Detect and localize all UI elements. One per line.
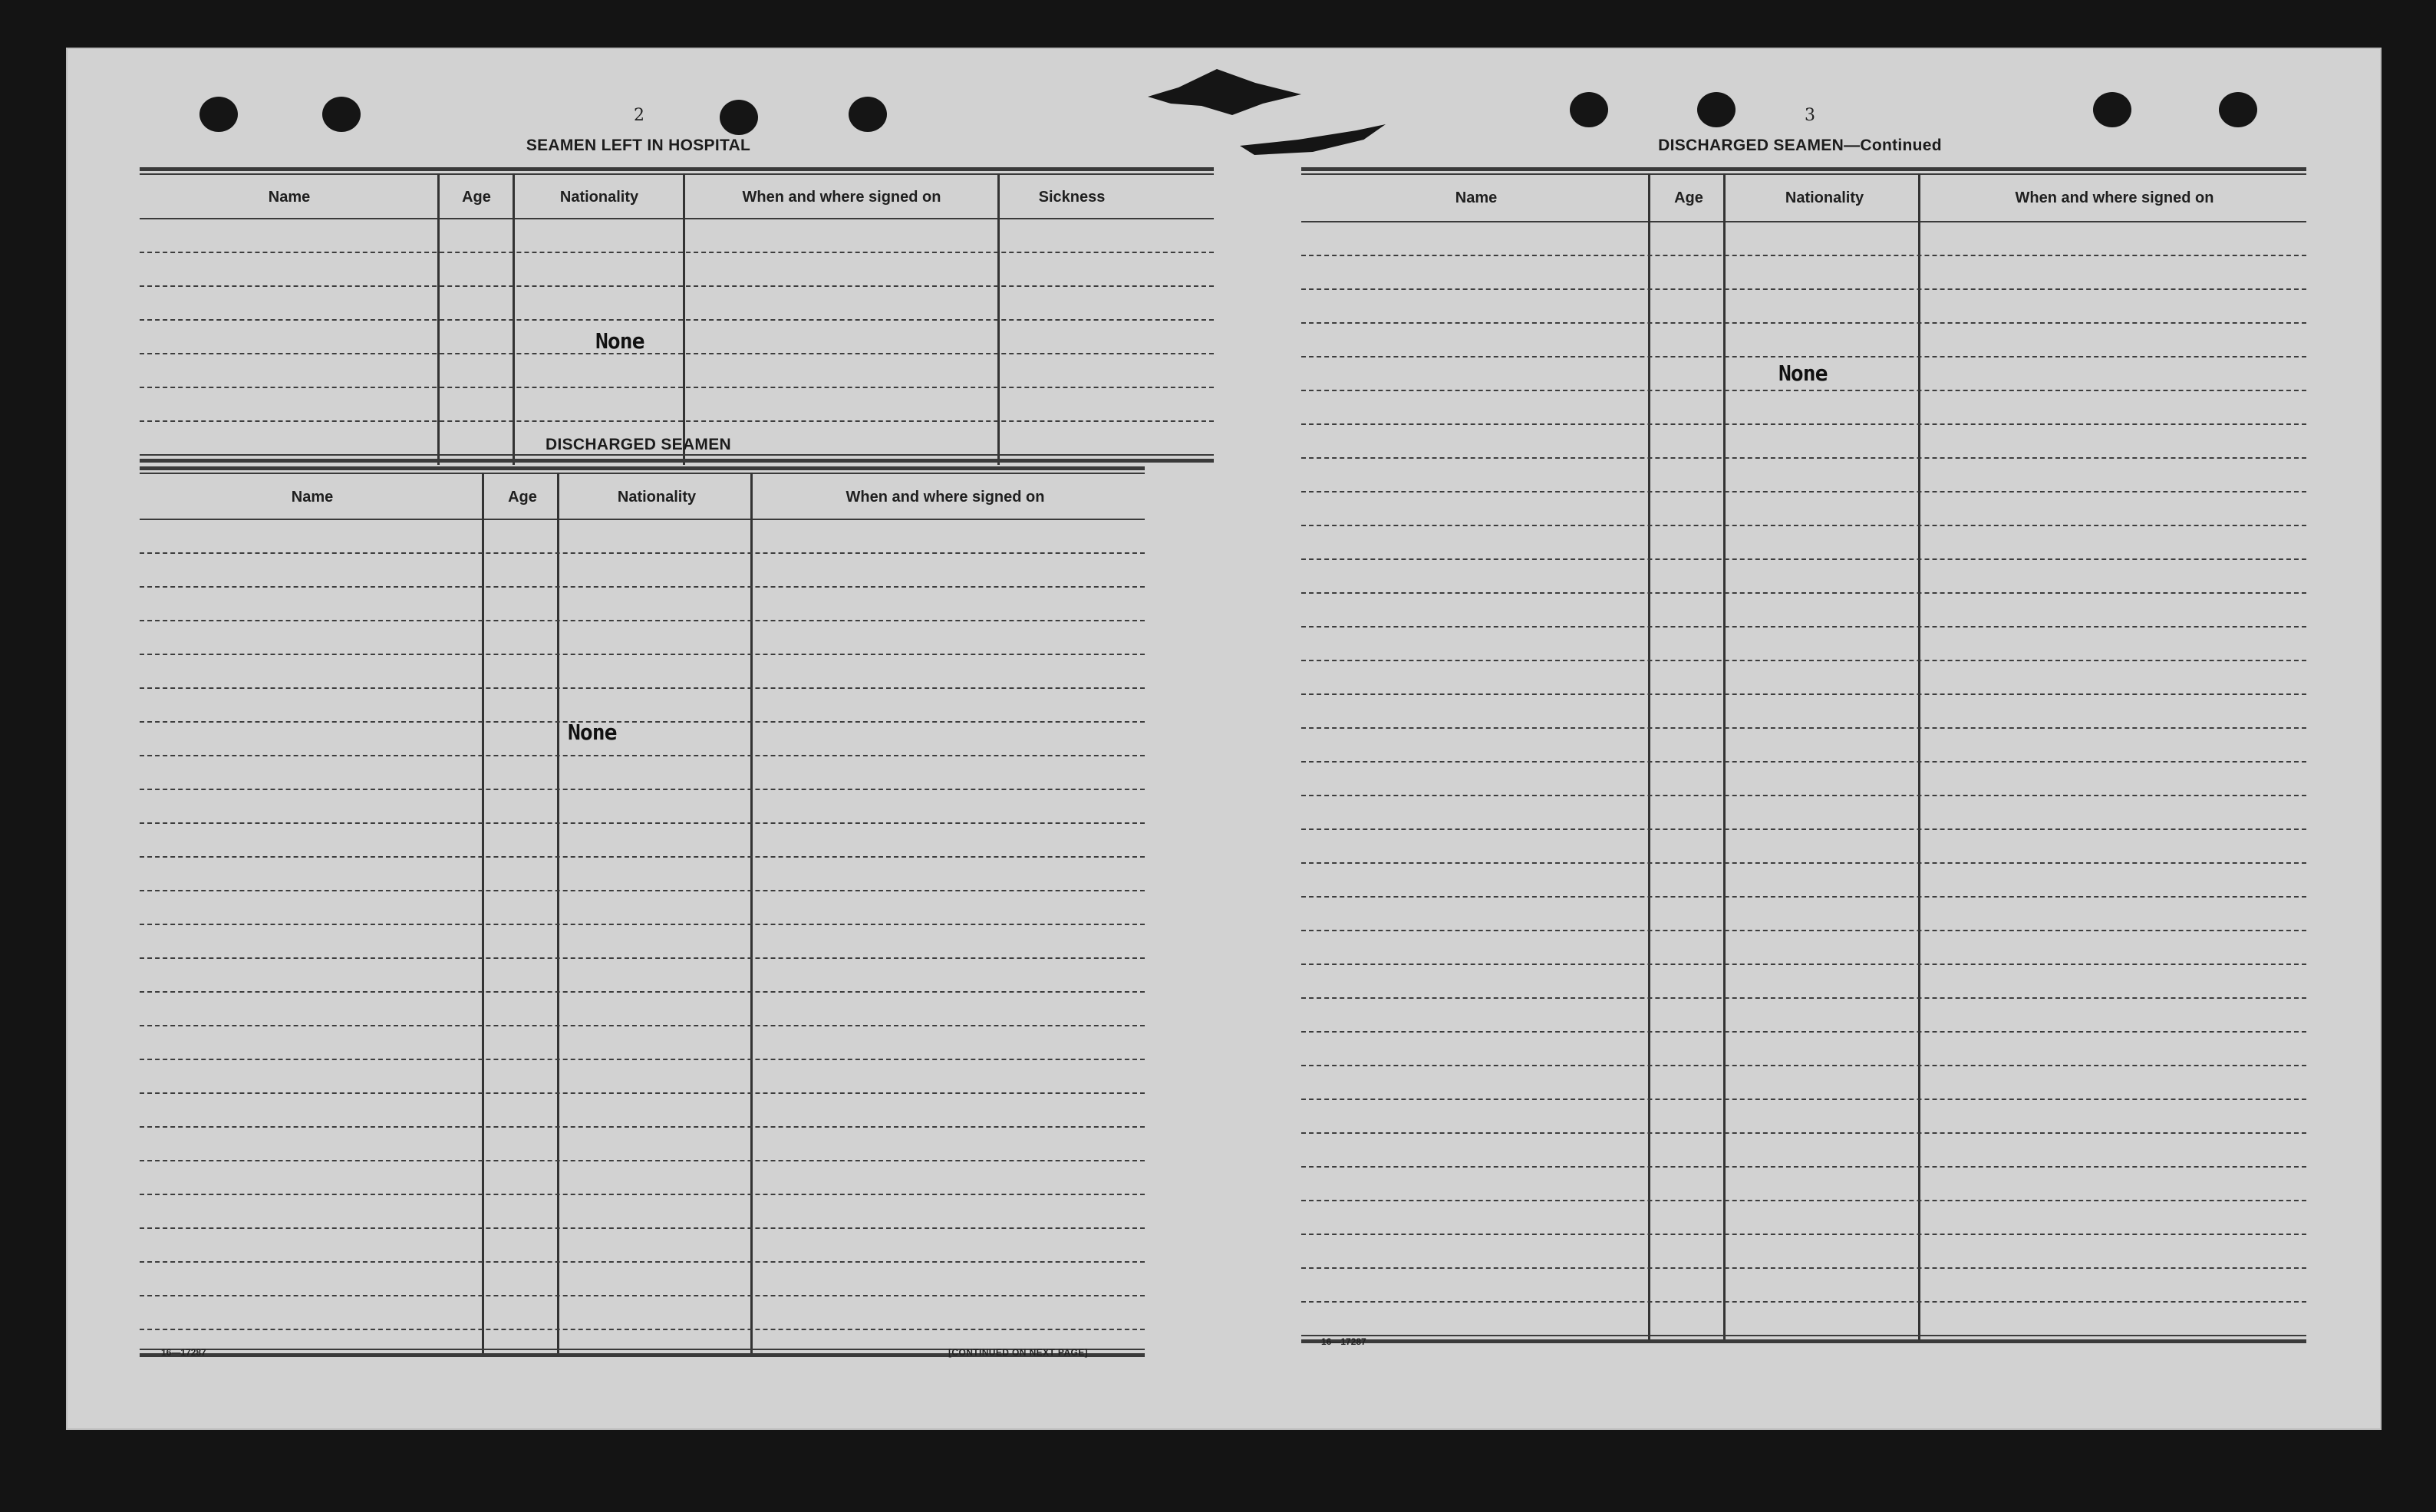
page-number: 2 [634,106,644,125]
discharged-table-right [1301,167,2306,1379]
column-header-age: Age [1674,189,1703,206]
punch-hole-icon [849,97,887,132]
section-title-hospital: SEAMEN LEFT IN HOSPITAL [526,137,751,154]
column-header-signed-on: When and where signed on [846,488,1045,506]
continued-note: [CONTINUED ON NEXT PAGE] [948,1347,1089,1358]
discharged-table-left [140,466,1145,1387]
column-header-name: Name [268,188,311,206]
punch-hole-icon [720,100,758,135]
column-header-nationality: Nationality [617,488,697,506]
column-header-signed-on: When and where signed on [742,188,941,206]
none-stamp: None [568,720,617,745]
column-header-nationality: Nationality [559,188,639,206]
none-stamp: None [1778,361,1828,386]
torn-paper-mark [1148,69,1301,115]
page-number: 3 [1805,106,1815,125]
column-header-sickness: Sickness [1038,188,1106,206]
none-stamp: None [595,328,644,354]
document-sheet [66,48,2382,1430]
column-header-nationality: Nationality [1785,189,1864,206]
form-number: 16—17287 [1321,1336,1366,1347]
column-header-name: Name [291,488,334,506]
punch-hole-icon [2093,92,2131,127]
column-header-signed-on: When and where signed on [2015,189,2214,206]
punch-hole-icon [2219,92,2257,127]
punch-hole-icon [1570,92,1608,127]
column-header-age: Age [462,188,491,206]
punch-hole-icon [199,97,238,132]
form-number: 16—17287 [161,1347,206,1358]
punch-hole-icon [322,97,361,132]
column-header-name: Name [1455,189,1498,206]
column-header-age: Age [508,488,537,506]
section-title-discharged: DISCHARGED SEAMEN [546,436,731,453]
punch-hole-icon [1697,92,1736,127]
section-title-discharged-continued: DISCHARGED SEAMEN—Continued [1658,137,1942,154]
hospital-table [140,167,1214,466]
